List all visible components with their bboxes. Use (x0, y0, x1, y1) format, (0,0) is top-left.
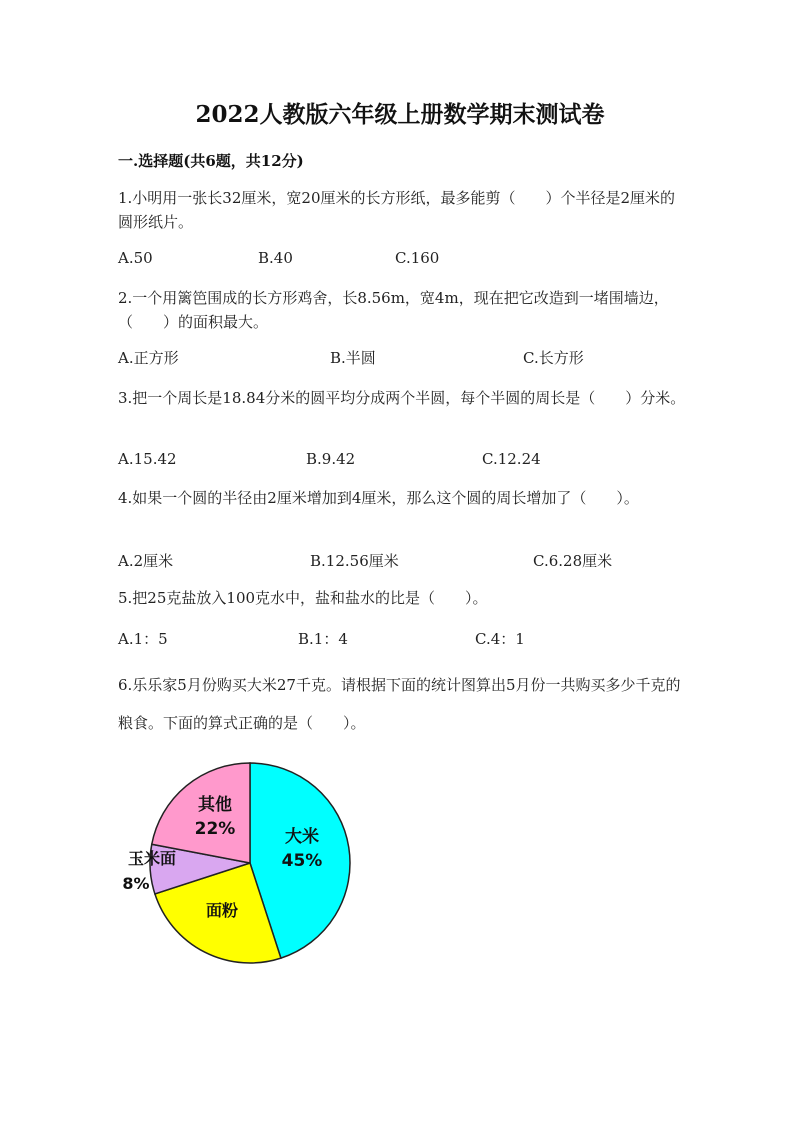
question-2-options (118, 347, 688, 369)
option-a[interactable]: A.50 (118, 249, 153, 267)
pie-label-name: 面粉 (205, 901, 239, 920)
option-c[interactable]: C.长方形 (523, 349, 584, 367)
option-b[interactable]: B.40 (258, 249, 293, 267)
option-a[interactable]: A.15.42 (118, 450, 177, 468)
question-3-options (118, 450, 688, 472)
option-b[interactable]: B.12.56厘米 (310, 552, 399, 570)
question-2-stem: 2.一个用篱笆围成的长方形鸡舍，长8.56m，宽4m，现在把它改造到一堵围墙边，（ ）的面积最大。 (118, 289, 669, 331)
option-c[interactable]: C.12.24 (482, 450, 541, 468)
question-3-stem: 3.把一个周长是18.84分米的圆平均分成两个半圆，每个半圆的周长是（ ）分米。 (118, 389, 686, 407)
pie-label-name: 大米 (285, 827, 319, 847)
question-1-stem: 1.小明用一张长32厘米，宽20厘米的长方形纸，最多能剪（ ）个半径是2厘米的圆形纸片。 (118, 189, 676, 231)
option-b[interactable]: B.9.42 (306, 450, 356, 468)
pie-label-value: 45% (281, 851, 323, 871)
option-a[interactable]: A.2厘米 (118, 552, 174, 570)
pie-label-value: 22% (194, 819, 236, 839)
pie-label-name: 其他 (198, 795, 232, 815)
question-5-stem: 5.把25克盐放入100克水中，盐和盐水的比是（ ）。 (118, 589, 488, 607)
section-heading: 一.选择题(共6题，共12分) (118, 152, 304, 170)
pie-label-name: 玉米面 (127, 849, 177, 868)
option-c[interactable]: C.4：1 (475, 630, 525, 648)
pie-label-value: 8% (122, 874, 150, 893)
option-b[interactable]: B.半圆 (330, 349, 376, 367)
question-6-stem: 6.乐乐家5月份购买大米27千克。请根据下面的统计图算出5月份一共购买多少千克的粮食。下面的算式正确的是（ ）。 (118, 676, 681, 732)
option-a[interactable]: A.1：5 (118, 630, 168, 648)
question-1-options (118, 249, 688, 271)
pie-chart (110, 750, 370, 970)
option-c[interactable]: C.160 (395, 249, 440, 267)
option-b[interactable]: B.1：4 (298, 630, 348, 648)
option-a[interactable]: A.正方形 (118, 349, 179, 367)
question-4-options (118, 550, 688, 572)
question-4-stem: 4.如果一个圆的半径由2厘米增加到4厘米，那么这个圆的周长增加了（ ）。 (118, 489, 639, 507)
question-5-options (118, 628, 688, 650)
option-c[interactable]: C.6.28厘米 (533, 552, 613, 570)
page-title: 2022人教版六年级上册数学期末测试卷 (195, 101, 605, 128)
